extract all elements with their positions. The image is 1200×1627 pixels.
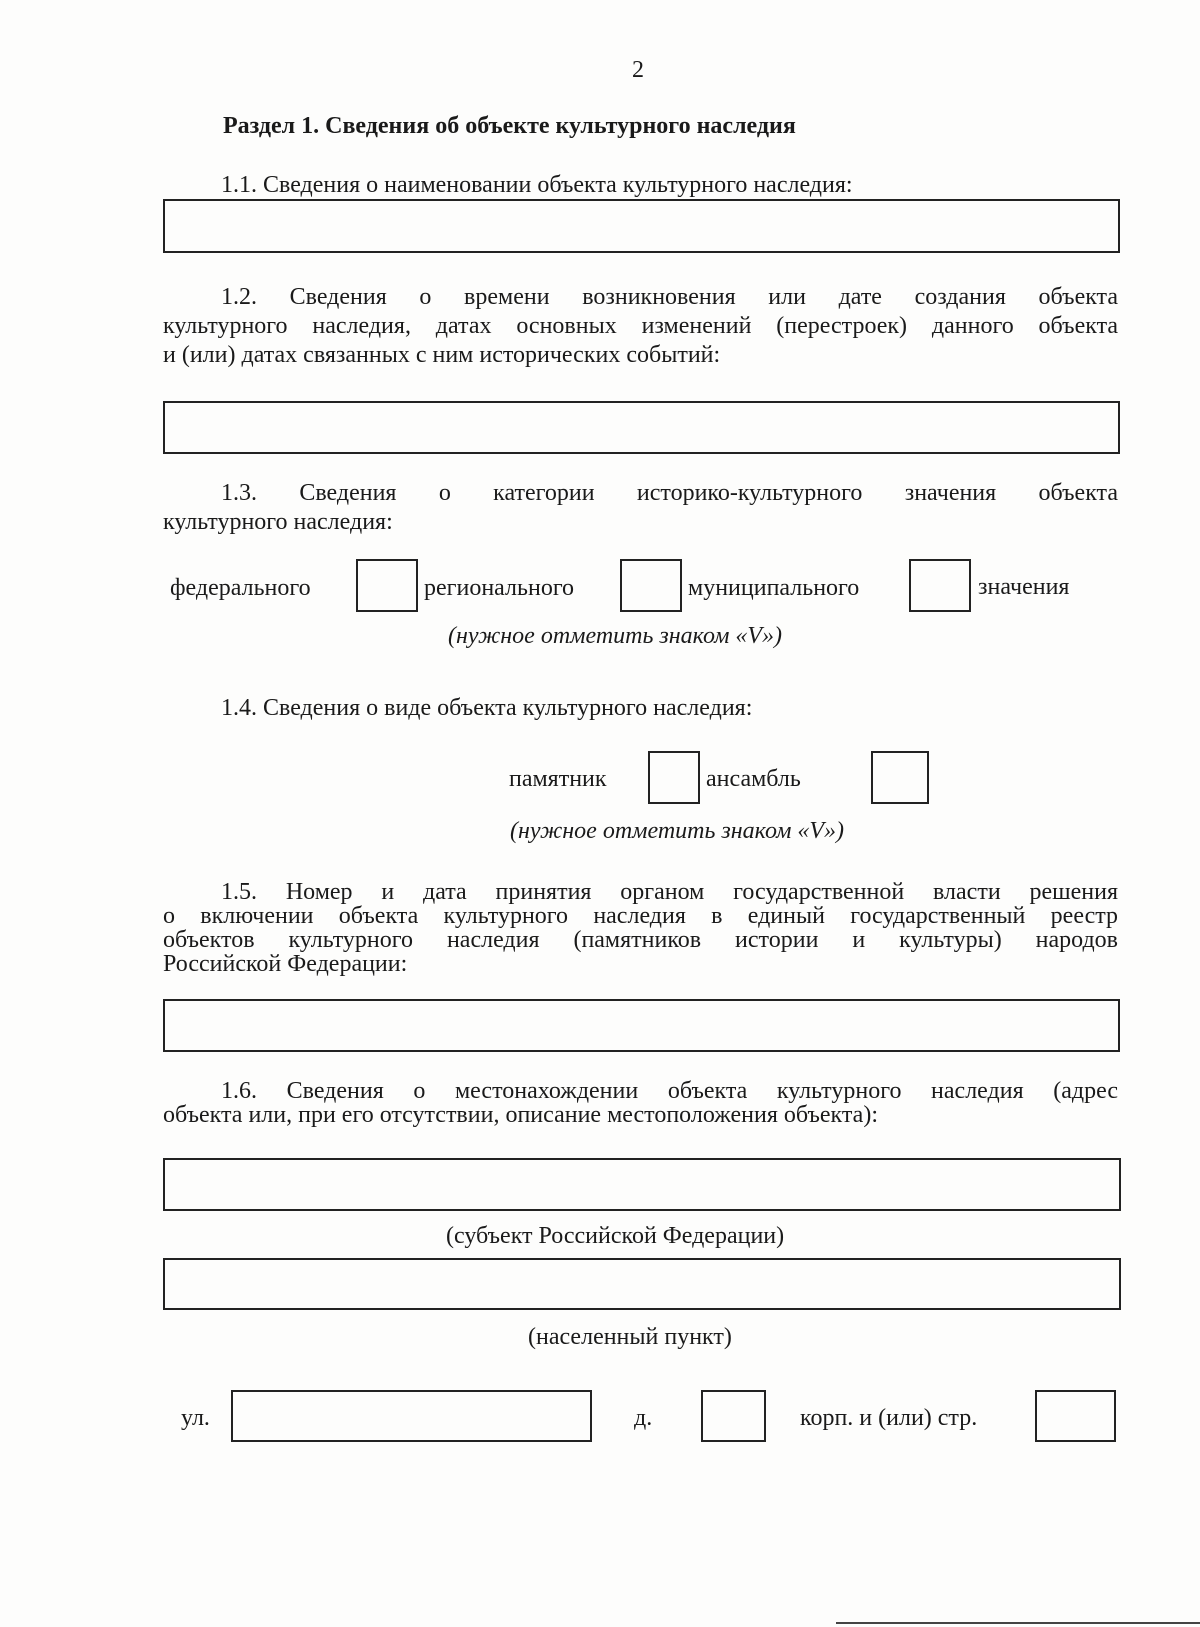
option-municipal-label: муниципального — [688, 575, 860, 601]
monument-checkbox[interactable] — [648, 751, 700, 804]
building-field[interactable] — [1035, 1390, 1116, 1442]
street-field[interactable] — [231, 1390, 592, 1442]
locality-caption: (населенный пункт) — [528, 1324, 732, 1350]
option-federal-label: федерального — [170, 575, 311, 601]
bottom-rule — [836, 1622, 1200, 1624]
ensemble-checkbox[interactable] — [871, 751, 929, 804]
s1-4-label: 1.4. Сведения о виде объекта культурного наследия: — [221, 695, 753, 721]
object-name-field[interactable] — [163, 199, 1120, 253]
option-ensemble-label: ансамбль — [706, 766, 801, 792]
option-monument-label: памятник — [509, 766, 607, 792]
s1-5-line: о включении объекта культурного наследия в единый государственный реестр — [163, 903, 1118, 929]
s1-3-line: культурного наследия: — [163, 509, 393, 535]
s1-3-line: 1.3. Сведения о категории историко-культурного значения объекта — [221, 480, 1118, 506]
s1-5-line: Российской Федерации: — [163, 951, 408, 977]
creation-date-field[interactable] — [163, 401, 1120, 454]
s1-3-note: (нужное отметить знаком «V») — [448, 623, 783, 649]
house-field[interactable] — [701, 1390, 766, 1442]
section-title: Раздел 1. Сведения об объекте культурного наследия — [223, 113, 796, 139]
federal-subject-field[interactable] — [163, 1158, 1121, 1211]
s1-2-line: 1.2. Сведения о времени возникновения или дате создания объекта — [221, 284, 1118, 310]
house-label: д. — [634, 1405, 653, 1431]
regional-checkbox[interactable] — [620, 559, 682, 612]
s1-4-note: (нужное отметить знаком «V») — [510, 818, 845, 844]
s1-2-text — [163, 283, 1118, 370]
s1-5-line: объектов культурного наследия (памятников истории и культуры) народов — [163, 927, 1118, 953]
building-label: корп. и (или) стр. — [800, 1405, 978, 1431]
s1-5-text — [163, 880, 1118, 976]
significance-suffix: значения — [978, 574, 1070, 600]
federal-checkbox[interactable] — [356, 559, 418, 612]
s1-6-text — [163, 1079, 1118, 1127]
street-label: ул. — [181, 1405, 210, 1431]
s1-1-label: 1.1. Сведения о наименовании объекта культурного наследия: — [221, 172, 853, 198]
municipal-checkbox[interactable] — [909, 559, 971, 612]
page-number: 2 — [632, 57, 644, 83]
s1-3-text — [163, 479, 1118, 537]
s1-6-line: 1.6. Сведения о местонахождении объекта культурного наследия (адрес — [221, 1078, 1118, 1104]
registry-decision-field[interactable] — [163, 999, 1120, 1052]
s1-5-line: 1.5. Номер и дата принятия органом государственной власти решения — [221, 879, 1118, 905]
locality-field[interactable] — [163, 1258, 1121, 1310]
s1-2-line: культурного наследия, датах основных изменений (перестроек) данного объекта — [163, 313, 1118, 339]
s1-2-line: и (или) датах связанных с ним исторических событий: — [163, 342, 721, 368]
s1-6-line: объекта или, при его отсутствии, описание местоположения объекта): — [163, 1102, 878, 1128]
subject-caption: (субъект Российской Федерации) — [446, 1223, 785, 1249]
option-regional-label: регионального — [424, 575, 575, 601]
